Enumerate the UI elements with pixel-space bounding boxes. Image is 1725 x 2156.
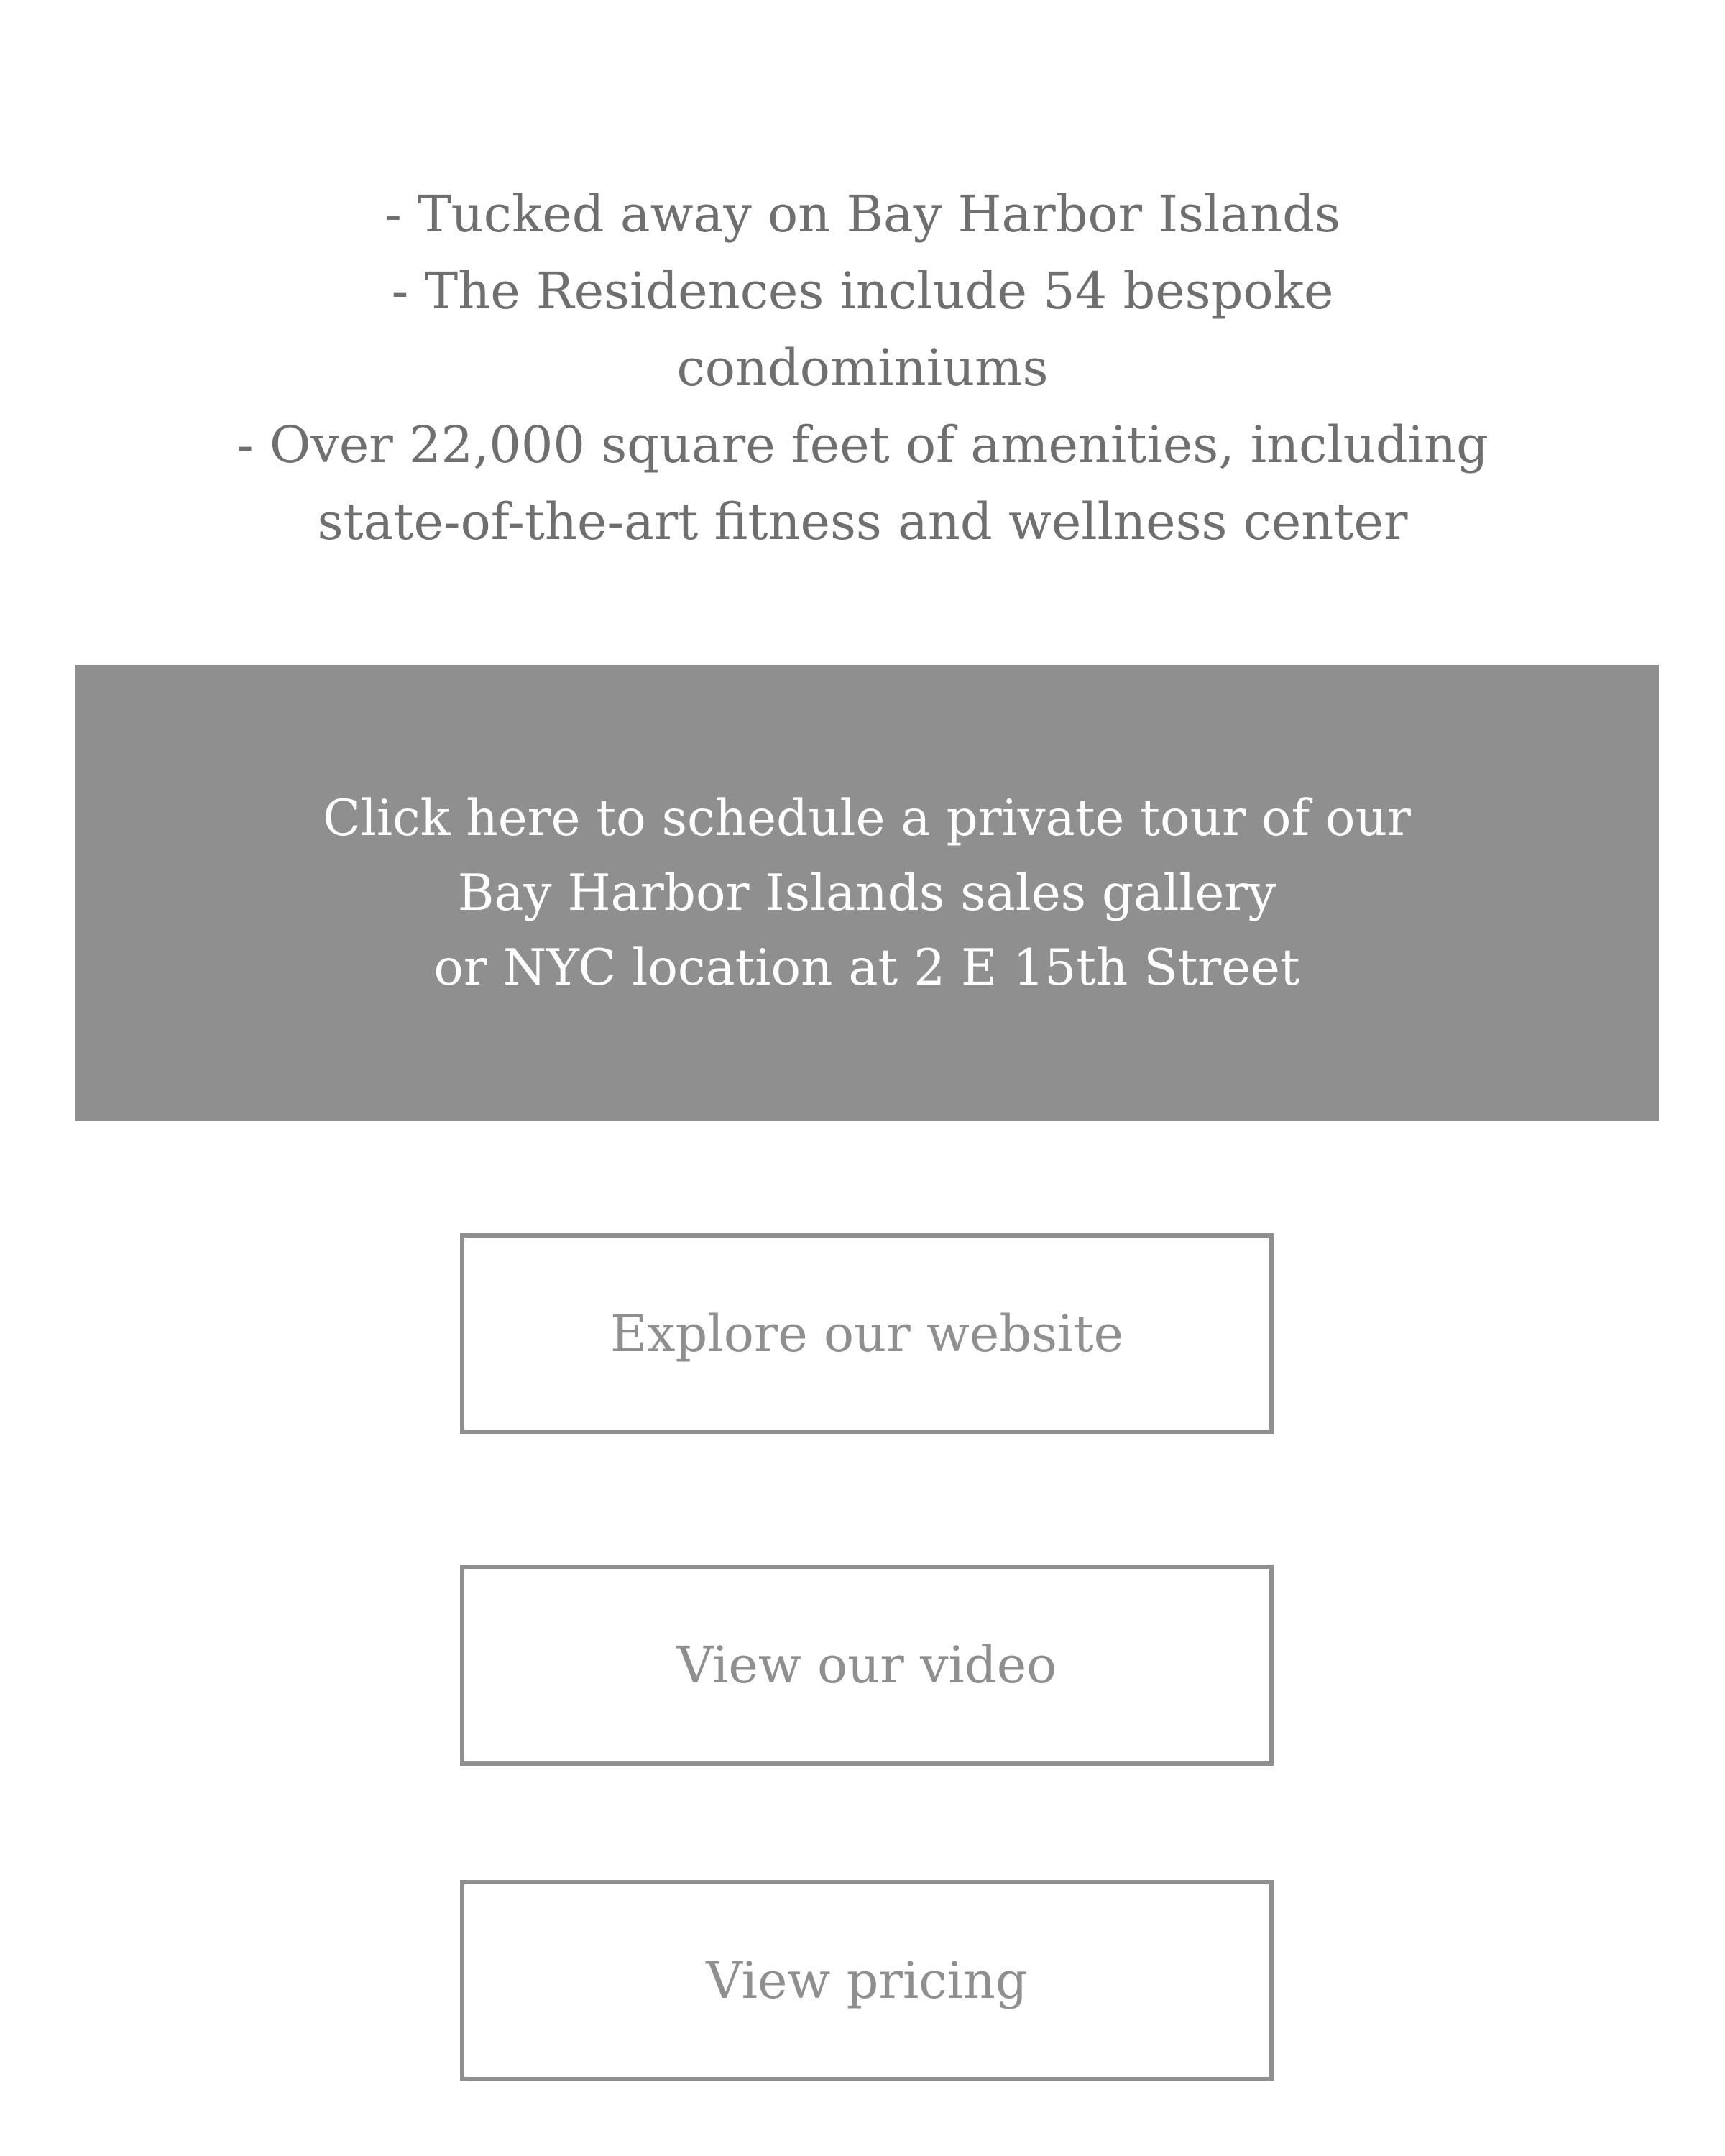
view-video-label: View our video xyxy=(676,1636,1057,1695)
schedule-tour-line-2: Bay Harbor Islands sales gallery xyxy=(457,864,1276,922)
amenity-line-square-feet: - Over 22,000 square feet of amenities, including xyxy=(236,415,1489,474)
amenities-list xyxy=(0,176,1725,561)
amenity-line-fitness: state-of-the-art fitness and wellness center xyxy=(317,492,1408,551)
explore-website-label: Explore our website xyxy=(610,1304,1123,1363)
amenity-line-bay-harbor: - Tucked away on Bay Harbor Islands xyxy=(385,185,1340,244)
schedule-tour-line-3: or NYC location at 2 E 15th Street xyxy=(433,939,1300,997)
amenity-line-condominiums: condominiums xyxy=(676,338,1049,397)
view-video-button[interactable] xyxy=(460,1565,1274,1766)
schedule-tour-line-1: Click here to schedule a private tour of our xyxy=(323,789,1411,847)
explore-website-button[interactable] xyxy=(460,1233,1274,1434)
amenity-line-residences: - The Residences include 54 bespoke xyxy=(391,262,1334,321)
schedule-tour-banner[interactable] xyxy=(75,665,1659,1121)
view-pricing-button[interactable] xyxy=(460,1880,1274,2081)
view-pricing-label: View pricing xyxy=(706,1951,1028,2010)
